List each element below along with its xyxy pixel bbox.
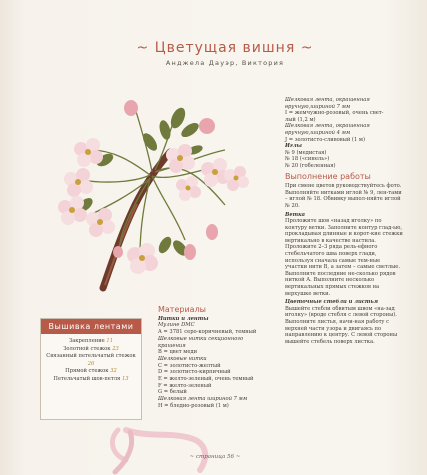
authors: Анджела Дауэр, Виктория bbox=[165, 59, 285, 67]
header bbox=[95, 40, 355, 67]
needle-item: № 9 (медистая) bbox=[285, 149, 327, 156]
stems-leaves-heading: Цветочные стебли и листья bbox=[285, 299, 378, 306]
text-line: крашения bbox=[158, 342, 186, 349]
stitch-item bbox=[45, 338, 137, 346]
mouline-label: Мулине DMC bbox=[158, 322, 195, 329]
stitch-item bbox=[45, 376, 137, 384]
box-heading: Вышивка лентами bbox=[41, 319, 141, 334]
text-line: J = золотисто-сливовый (1 м) bbox=[285, 136, 365, 143]
text-line: лый (1,2 м) bbox=[285, 116, 316, 123]
text-line: вручную,шириной 4 мм bbox=[285, 129, 351, 136]
text-line: вручную,шириной 7 мм bbox=[285, 103, 351, 110]
stitch-item bbox=[45, 353, 137, 368]
stitch-name: Прямой стежок bbox=[65, 368, 109, 375]
stems-leaves-text: Вышейте стебли обвитым швом «на-зад иголку» (вроде стебля с левой стороны). Выполните листья, начи-ная работу с верхней части узора и двигаясь по направлению к центру. С левой стороны вышейте стебель поверх листка. bbox=[285, 305, 398, 345]
text-line: Шелковая лента, окрашенная bbox=[285, 97, 370, 103]
stitch-reference-box bbox=[40, 318, 142, 420]
stitch-list bbox=[41, 334, 141, 388]
needle-item: № 20 (гобеленная) bbox=[285, 162, 336, 169]
stitch-name: Связанный петельчатый стежок bbox=[46, 353, 136, 360]
text-line: Шелковая лента шириной 7 мм bbox=[158, 396, 248, 403]
stitch-page: 26 bbox=[87, 360, 95, 367]
stitch-name: Петельчатый шов-петля bbox=[53, 375, 121, 382]
work-heading: Выполнение работы bbox=[285, 171, 371, 181]
text-line: Шелковая лента, окрашенная bbox=[285, 123, 370, 130]
text-line: G = белый bbox=[158, 389, 187, 396]
ribbon-list bbox=[285, 97, 403, 143]
work-text: При смене цветов руководствуйтесь фото. Выполняйте нитками иглой № 9, лен-тами – иглой № 18. Обвивку выпол-няйте иглой № 20. bbox=[285, 183, 402, 209]
materials-heading: Материалы bbox=[158, 305, 206, 314]
text-line: F = желто-зеленый bbox=[158, 382, 212, 389]
branch-text: Проложите шов «назад иголку» по контуру ветки. Заполните контур глад-ью, прокладывая длинные и корот-кие стежки вертикально в качестве настила. Проложите 2–3 ряда рель-ефного стебельчатого шва поверх глади, используя сначала самые тем-ные участки нити В, а затем – самые светлые. Выполните последние не-сколько рядов ниткой А. Выполните несколько вертикальных прямых стежков на верхушке ветки. bbox=[285, 218, 403, 297]
stitch-name: Золотной стежок bbox=[63, 345, 111, 352]
text-line: H = бледно-розовый (1 м) bbox=[158, 402, 229, 409]
text-line: C = золотисто-желтый bbox=[158, 362, 221, 369]
threads-heading: Нитки и ленты bbox=[158, 315, 209, 322]
materials-column bbox=[158, 307, 276, 410]
page-number: ~ страница 56 ~ bbox=[189, 454, 241, 460]
text-line: D = золотисто-кирпичный bbox=[158, 369, 231, 376]
text-line: I = жемчужно-розовый, очень свет- bbox=[285, 110, 384, 117]
stitch-item bbox=[45, 346, 137, 354]
text-line: E = желто-зеленый, очень темный bbox=[158, 376, 254, 383]
text-line: Шелковые нитки секционного bbox=[158, 335, 244, 342]
needles-heading: Иглы bbox=[285, 143, 302, 150]
page-title: ~ Цветущая вишня ~ bbox=[136, 40, 314, 56]
right-column bbox=[285, 97, 403, 347]
text-line: A = 3781 серо-коричневый, темный bbox=[158, 329, 257, 336]
needle-item: № 18 («синель») bbox=[285, 156, 330, 163]
text-line: B = цвет меди bbox=[158, 349, 198, 356]
stitch-item bbox=[45, 368, 137, 376]
stitch-page: 13 bbox=[121, 375, 129, 382]
text-line: Шелковые нитки bbox=[158, 355, 207, 362]
stitch-page: 11 bbox=[106, 338, 114, 344]
stitch-name: Закрепление bbox=[68, 338, 105, 344]
stitch-page: 23 bbox=[112, 345, 119, 352]
stitch-page: 32 bbox=[110, 368, 117, 375]
branch-heading: Ветка bbox=[285, 211, 306, 218]
